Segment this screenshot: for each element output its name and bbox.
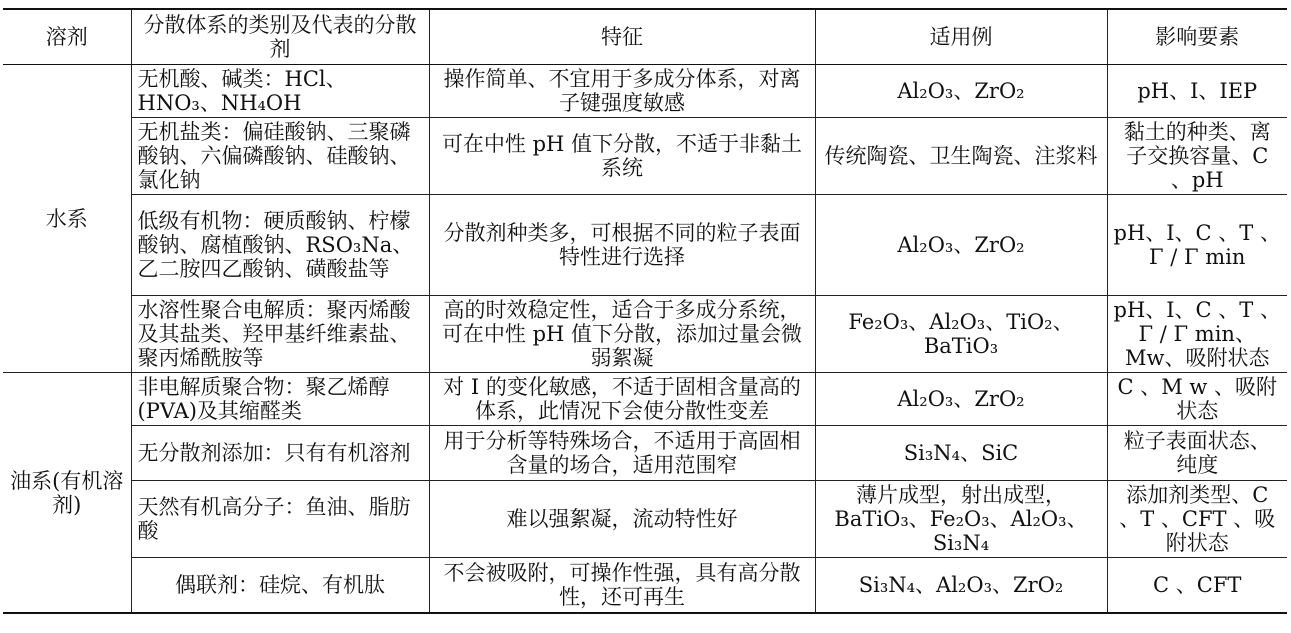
cell-dispersant: 非电解质聚合物：聚乙烯醇(PVA)及其缩醛类	[131, 373, 429, 426]
dispersant-table	[3, 8, 1287, 614]
cell-feature: 分散剂种类多，可根据不同的粒子表面特性进行选择	[429, 195, 815, 296]
cell-example: Al₂O₃、ZrO₂	[815, 65, 1107, 118]
cell-feature: 难以强絮凝，流动特性好	[429, 481, 815, 558]
group-water: 水系	[3, 65, 131, 373]
cell-example: Fe₂O₃、Al₂O₃、TiO₂、BaTiO₃	[815, 296, 1107, 373]
cell-feature: 高的时效稳定性，适合于多成分系统，可在中性 pH 值下分散，添加过量会微弱絮凝	[429, 296, 815, 373]
table-row	[3, 481, 1287, 558]
header-solvent: 溶剂	[3, 9, 131, 65]
header-feature: 特征	[429, 9, 815, 65]
cell-dispersant: 偶联剂：硅烷、有机肽	[131, 558, 429, 614]
table-row	[3, 296, 1287, 373]
header-factor: 影响要素	[1107, 9, 1287, 65]
cell-factor: C 、CFT	[1107, 558, 1287, 614]
cell-dispersant: 水溶性聚合电解质：聚丙烯酸及其盐类、羟甲基纤维素盐、聚丙烯酰胺等	[131, 296, 429, 373]
cell-dispersant: 低级有机物：硬质酸钠、柠檬酸钠、腐植酸钠、RSO₃Na、乙二胺四乙酸钠、磺酸盐等	[131, 195, 429, 296]
cell-example: 传统陶瓷、卫生陶瓷、注浆料	[815, 118, 1107, 195]
cell-feature: 可在中性 pH 值下分散，不适于非黏土系统	[429, 118, 815, 195]
table-row	[3, 195, 1287, 296]
cell-factor: pH、I、C 、T 、Γ / Γ min、Mw、吸附状态	[1107, 296, 1287, 373]
cell-factor: C 、M w 、吸附状态	[1107, 373, 1287, 426]
header-row	[3, 9, 1287, 65]
group-oil: 油系(有机溶剂)	[3, 373, 131, 614]
cell-dispersant: 无机盐类：偏硅酸钠、三聚磷酸钠、六偏磷酸钠、硅酸钠、氯化钠	[131, 118, 429, 195]
cell-factor: 添加剂类型、C 、T 、CFT 、吸附状态	[1107, 481, 1287, 558]
cell-factor: 黏土的种类、离子交换容量、C 、pH	[1107, 118, 1287, 195]
table-row	[3, 558, 1287, 614]
cell-dispersant: 无分散剂添加：只有有机溶剂	[131, 426, 429, 481]
cell-example: Al₂O₃、ZrO₂	[815, 373, 1107, 426]
cell-dispersant: 天然有机高分子：鱼油、脂肪酸	[131, 481, 429, 558]
cell-feature: 不会被吸附，可操作性强，具有高分散性，还可再生	[429, 558, 815, 614]
table-row	[3, 65, 1287, 118]
header-dispersant: 分散体系的类别及代表的分散剂	[131, 9, 429, 65]
cell-example: 薄片成型，射出成型，BaTiO₃、Fe₂O₃、Al₂O₃、Si₃N₄	[815, 481, 1107, 558]
cell-factor: pH、I、C 、T 、Γ / Γ min	[1107, 195, 1287, 296]
cell-example: Si₃N₄、SiC	[815, 426, 1107, 481]
cell-example: Si₃N₄、Al₂O₃、ZrO₂	[815, 558, 1107, 614]
table-row	[3, 426, 1287, 481]
cell-factor: 粒子表面状态、纯度	[1107, 426, 1287, 481]
header-example: 适用例	[815, 9, 1107, 65]
table-row	[3, 373, 1287, 426]
table-row	[3, 118, 1287, 195]
cell-feature: 操作简单、不宜用于多成分体系，对离子键强度敏感	[429, 65, 815, 118]
cell-feature: 对 I 的变化敏感，不适于固相含量高的体系，此情况下会使分散性变差	[429, 373, 815, 426]
cell-feature: 用于分析等特殊场合，不适用于高固相含量的场合，适用范围窄	[429, 426, 815, 481]
cell-example: Al₂O₃、ZrO₂	[815, 195, 1107, 296]
cell-factor: pH、I、IEP	[1107, 65, 1287, 118]
cell-dispersant: 无机酸、碱类：HCl、HNO₃、NH₄OH	[131, 65, 429, 118]
